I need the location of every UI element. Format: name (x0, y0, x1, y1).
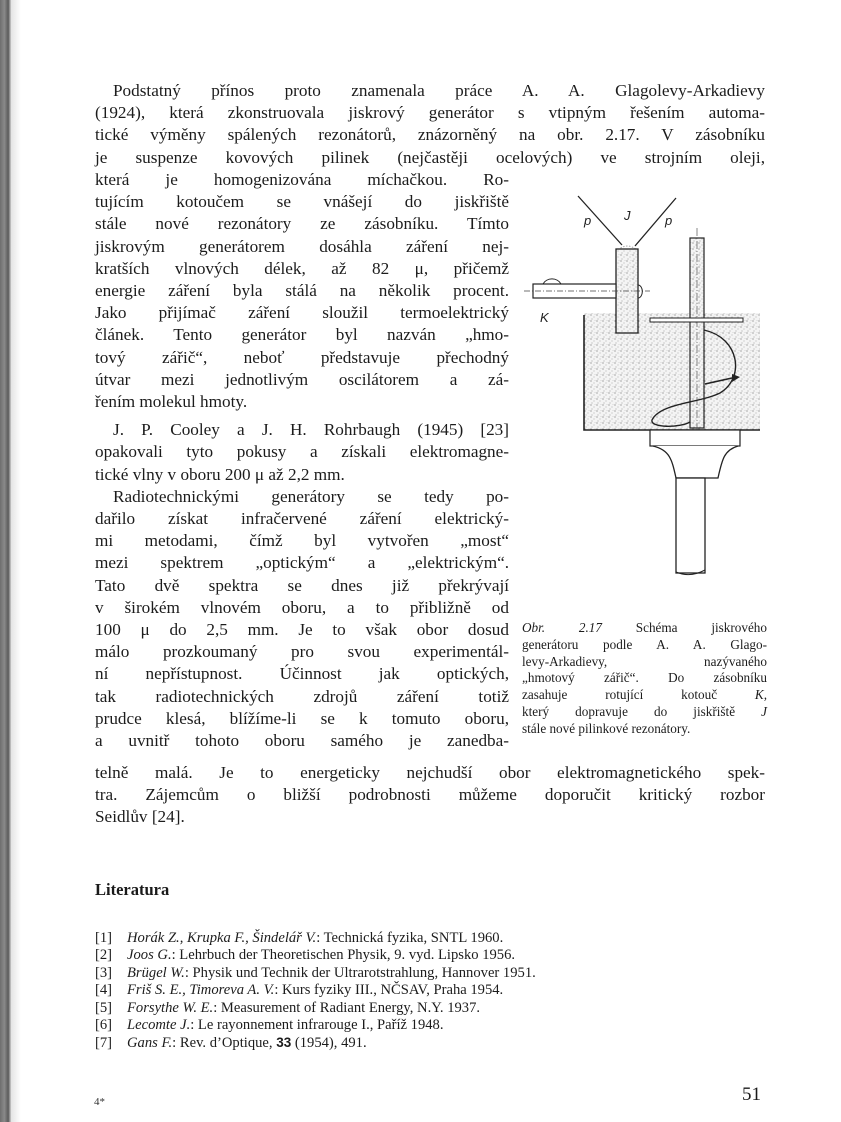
caption-text: zasahuje rotující kotouč (522, 687, 755, 703)
text-line: 100 μ do 2,5 mm. Je to však obor dosud (95, 620, 509, 640)
reference-number: [4] (95, 982, 113, 999)
body-column-text (95, 169, 509, 752)
reference-authors: Gans F. (127, 1035, 173, 1052)
reference-year-pages: (1954), 491. (291, 1035, 367, 1052)
text-line: útvar mezi jednotlivým oscilátorem a zá- (95, 369, 509, 389)
page-number: 51 (742, 1084, 761, 1105)
text-line: Tato dvě spektra se dnes již překrývají (95, 575, 509, 595)
reference-authors: Friš S. E., Timoreva A. V. (127, 982, 275, 999)
caption-line (522, 704, 767, 721)
reference-number: [5] (95, 999, 113, 1016)
reference-volume: 33 (276, 1035, 292, 1051)
text-line: telně malá. Je to energeticky nejchudší obor elektromagnetického spek- (95, 763, 765, 782)
text-line: Seidlův [24]. (95, 807, 185, 827)
figure-caption (522, 620, 767, 738)
text-line: mezi spektrem „optickým“ a „elektrickým“. (95, 553, 509, 573)
scan-binding-edge (0, 0, 11, 1122)
text-line: málo prozkoumaný pro svou experimentál- (95, 642, 509, 662)
caption-line: levy-Arkadievy, nazývaného (522, 653, 767, 669)
mixer-base (650, 430, 740, 575)
reference-item (95, 965, 715, 982)
caption-line: „hmotový zářič“. Do zásobníku (522, 670, 767, 686)
caption-line: stále nové pilinkové rezonátory. (522, 720, 691, 736)
reference-authors: Horák Z., Krupka F., Šindelář V. (127, 930, 317, 946)
caption-line: generátoru podle A. A. Glago- (522, 636, 767, 652)
reference-title: : Physik und Technik der Ultrarotstrahlung, Hannover 1951. (184, 964, 536, 981)
text-line: řením molekul hmoty. (95, 392, 248, 412)
reference-authors: Lecomte J. (127, 1017, 191, 1034)
column-paragraph-3 (95, 486, 509, 752)
caption-figure-ref: Obr. 2.17 (522, 620, 602, 635)
text-line: Radiotechnickými generátory se tedy po- (113, 486, 509, 506)
reference-number: [3] (95, 964, 113, 981)
reference-item (95, 1000, 715, 1017)
text-line: J. P. Cooley a J. H. Rohrbaugh (1945) [23] (113, 420, 509, 440)
reference-item (95, 947, 715, 964)
text-line: je suspenze kovových pilinek (nejčastěji ocelových) ve strojním oleji, (95, 147, 765, 167)
text-line: Podstatný přínos proto znamenala práce A. A. Glagolevy-Arkadievy (113, 81, 765, 100)
text-line: tový zářič“, neboť představuje přechodný (95, 347, 509, 367)
body-paragraph-intro (95, 80, 765, 169)
reference-title: : Measurement of Radiant Energy, N.Y. 1937. (213, 999, 481, 1016)
reference-title: : Rev. d’Optique, (172, 1035, 277, 1052)
reference-item (95, 1034, 715, 1052)
text-line: tak radiotechnických zdrojů záření totiž (95, 686, 509, 706)
text-line: tické výměny spálených rezonátorů, znázorněný na obr. 2.17. V zásobníku (95, 125, 765, 145)
label-k: K (540, 310, 549, 325)
text-line: mi metodami, čímž byl vytvořen „most“ (95, 531, 509, 551)
reference-title: : Lehrbuch der Theoretischen Physik, 9. vyd. Lipsko 1956. (171, 947, 516, 964)
figure-spark-generator-diagram (500, 188, 780, 608)
text-line: která je homogenizována míchačkou. Ro- (95, 170, 509, 189)
text-line: tické vlny v oboru 200 μ až 2,2 mm. (95, 464, 345, 484)
reference-number: [6] (95, 1017, 113, 1034)
scan-binding-shadow (11, 0, 21, 1122)
text-line: článek. Tento generátor byl nazván „hmo- (95, 325, 509, 345)
reference-authors: Joos G. (127, 947, 172, 964)
text-line: opakovali tyto pokusy a získali elektromagne- (95, 442, 509, 462)
text-line: stále nové rezonátory ze zásobníku. Tímto (95, 214, 509, 234)
reference-item (95, 1017, 715, 1034)
text-line: Jako přijímač záření sloužil termoelektrický (95, 303, 509, 323)
caption-text: který dopravuje do jiskřiště (522, 703, 762, 719)
label-p-right: p (665, 213, 673, 228)
reference-item (95, 982, 715, 999)
column-paragraph-1 (95, 169, 509, 413)
text-line: tra. Zájemcům o bližší podrobnosti můžeme doporučit kritický rozbor (95, 785, 765, 805)
caption-line (522, 620, 767, 637)
reference-title: : Kurs fyziky III., NČSAV, Praha 1954. (274, 982, 504, 999)
label-p-left: p (584, 213, 592, 228)
reference-title: : Technická fyzika, SNTL 1960. (316, 930, 504, 946)
reference-authors: Forsythe W. E. (127, 999, 214, 1016)
text-line: (1924), která zkonstruovala jiskrový generátor s vtipným řešením automa- (95, 103, 765, 123)
caption-symbol-j: J (761, 703, 767, 719)
column-paragraph-2 (95, 419, 509, 486)
text-line: ní nepřístupnost. Účinnost jak optických, (95, 664, 509, 684)
caption-symbol-k: K, (754, 687, 767, 703)
text-line: kratších vlnových délek, až 82 μ, přičemž (95, 258, 509, 278)
text-line: dařilo získat infračervené záření elektrický- (95, 509, 509, 529)
caption-text: Schéma jiskrového (601, 620, 767, 635)
text-line: v širokém vlnovém oboru, a to přibližně od (95, 597, 509, 617)
text-line: tujícím kotoučem se vnášejí do jiskřiště (95, 192, 509, 212)
reference-number: [7] (95, 1035, 113, 1052)
text-line: energie záření byla stálá na několik procent. (95, 281, 509, 301)
text-line: jiskrovým generátorem dosáhla záření nej- (95, 236, 509, 256)
reference-list (95, 930, 715, 1053)
caption-line (522, 687, 767, 704)
literature-heading: Literatura (95, 880, 170, 899)
reference-authors: Brügel W. (127, 964, 185, 981)
text-line: a uvnitř tohoto oboru samého je zanedba- (95, 731, 509, 751)
text-line: prudce klesá, blížíme-li se k tomuto oboru, (95, 708, 509, 728)
body-paragraph-conclusion (95, 762, 765, 829)
reference-number: [1] (95, 930, 113, 946)
printer-signature-mark: 4* (94, 1096, 105, 1108)
label-j: J (624, 208, 631, 223)
reference-item (95, 930, 715, 947)
reference-title: : Le rayonnement infrarouge I., Paříž 1948. (190, 1017, 444, 1034)
reference-number: [2] (95, 947, 113, 964)
reservoir (584, 313, 760, 430)
